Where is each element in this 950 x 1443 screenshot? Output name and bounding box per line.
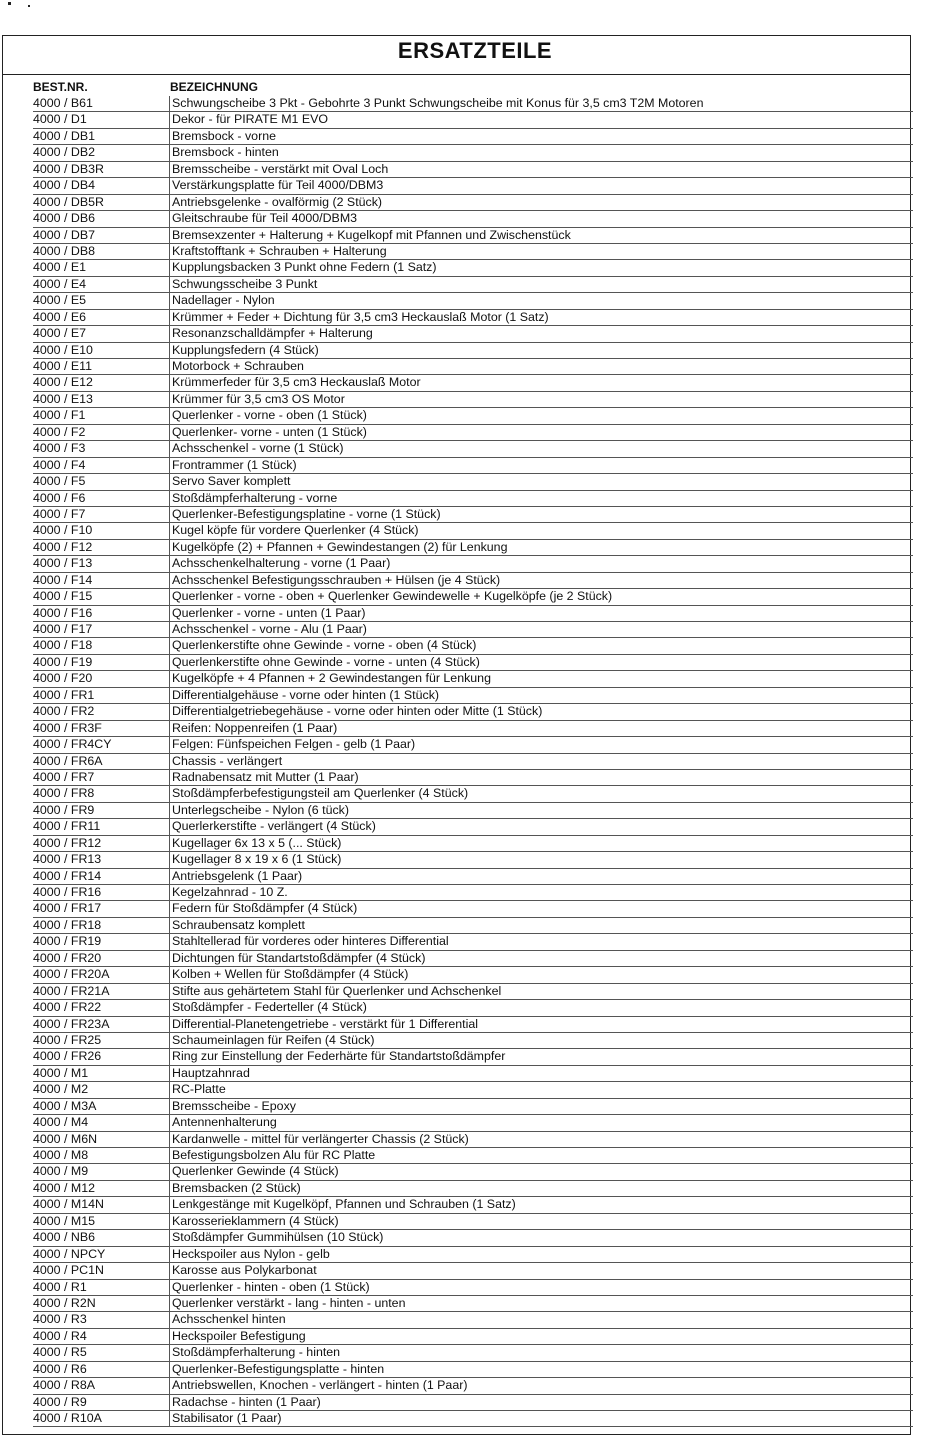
- part-description: Kupplungsfedern (4 Stück): [169, 343, 319, 359]
- table-row: [33, 1312, 913, 1328]
- part-number: 4000 / FR9: [33, 802, 95, 817]
- part-description: Querlenker-Befestigungsplatte - hinten: [169, 1362, 384, 1378]
- table-row: [33, 934, 913, 950]
- part-description: Antennenhalterung: [169, 1115, 277, 1131]
- part-description: Bremsbock - hinten: [169, 145, 279, 161]
- part-description: Frontrammer (1 Stück): [169, 458, 297, 474]
- part-number: 4000 / FR13: [33, 852, 102, 867]
- part-description: Kupplungsbacken 3 Punkt ohne Federn (1 Satz): [169, 260, 437, 276]
- part-number: 4000 / M6N: [33, 1131, 98, 1146]
- table-row: [33, 326, 913, 342]
- part-description: Kegelzahnrad - 10 Z.: [169, 885, 288, 901]
- part-description: Hauptzahnrad: [169, 1066, 250, 1082]
- table-row: [33, 343, 913, 359]
- part-description: Servo Saver komplett: [169, 474, 290, 490]
- table-row: [33, 1099, 913, 1115]
- part-description: Bremsscheibe - verstärkt mit Oval Loch: [169, 162, 388, 178]
- part-description: Kugel köpfe für vordere Querlenker (4 Stück): [169, 523, 419, 539]
- parts-table: [33, 96, 913, 1427]
- table-row: [33, 688, 913, 704]
- part-number: 4000 / NB6: [33, 1230, 95, 1245]
- part-number: 4000 / M15: [33, 1213, 95, 1228]
- part-number: 4000 / FR16: [33, 885, 102, 899]
- part-description: Gleitschraube für Teil 4000/DBM3: [169, 211, 357, 227]
- column-header-bezeichnung: BEZEICHNUNG: [170, 80, 259, 94]
- part-description: Chassis - verlängert: [169, 754, 282, 770]
- table-row: [33, 737, 913, 753]
- part-number: 4000 / F15: [33, 589, 93, 604]
- table-row: [33, 277, 913, 293]
- table-row: [33, 1230, 913, 1246]
- part-number: 4000 / FR19: [33, 934, 102, 949]
- part-number: 4000 / M2: [33, 1082, 89, 1097]
- part-number: 4000 / F6: [33, 490, 86, 505]
- part-description: Antriebsgelenk (1 Paar): [169, 869, 302, 885]
- part-number: 4000 / E4: [33, 276, 87, 291]
- part-number: 4000 / M4: [33, 1115, 89, 1130]
- part-number: 4000 / E11: [33, 359, 93, 373]
- part-number: 4000 / F19: [33, 654, 93, 669]
- part-number: 4000 / FR22: [33, 1000, 102, 1015]
- part-description: Achsschenkelhalterung - vorne (1 Paar): [169, 556, 390, 572]
- part-description: Karosserieklammern (4 Stück): [169, 1214, 339, 1230]
- part-description: Kugelköpfe (2) + Pfannen + Gewindestangen (2) für Lenkung: [169, 540, 507, 556]
- part-description: Kugellager 8 x 19 x 6 (1 Stück): [169, 852, 341, 868]
- part-number: 4000 / E6: [33, 309, 87, 324]
- table-row: [33, 1066, 913, 1082]
- table-row: [33, 967, 913, 983]
- part-number: 4000 / FR8: [33, 786, 95, 801]
- part-number: 4000 / F5: [33, 474, 86, 489]
- table-row: [33, 721, 913, 737]
- table-row: [33, 228, 913, 244]
- part-number: 4000 / R5: [33, 1345, 87, 1360]
- table-row: [33, 556, 913, 572]
- part-number: 4000 / FR2: [33, 704, 95, 719]
- part-description: Verstärkungsplatte für Teil 4000/DBM3: [169, 178, 383, 194]
- table-row: [33, 1132, 913, 1148]
- part-description: Querlenker - hinten - oben (1 Stück): [169, 1280, 370, 1296]
- table-row: [33, 507, 913, 523]
- table-row: [33, 112, 913, 128]
- part-description: Motorbock + Schrauben: [169, 359, 304, 375]
- part-description: Heckspoiler Befestigung: [169, 1329, 306, 1345]
- part-number: 4000 / FR20A: [33, 967, 110, 982]
- table-row: [33, 1115, 913, 1131]
- part-description: Bremsexzenter + Halterung + Kugelkopf mit Pfannen und Zwischenstück: [169, 228, 571, 244]
- part-number: 4000 / F1: [33, 408, 86, 423]
- part-number: 4000 / DB1: [33, 128, 95, 143]
- part-number: 4000 / FR23A: [33, 1016, 110, 1031]
- table-row: [33, 392, 913, 408]
- part-number: 4000 / F17: [33, 622, 93, 636]
- table-row: [33, 474, 913, 490]
- part-number: 4000 / FR7: [33, 769, 95, 784]
- part-description: Schraubensatz komplett: [169, 918, 305, 934]
- part-number: 4000 / M12: [33, 1180, 95, 1195]
- part-number: 4000 / DB8: [33, 243, 95, 258]
- part-description: Achsschenkel hinten: [169, 1312, 286, 1328]
- table-row: [33, 984, 913, 1000]
- part-description: Felgen: Fünfspeichen Felgen - gelb (1 Paar): [169, 737, 415, 753]
- table-row: [33, 819, 913, 835]
- part-description: Querlenker Gewinde (4 Stück): [169, 1164, 339, 1180]
- part-number: 4000 / E12: [33, 375, 93, 390]
- part-description: Lenkgestänge mit Kugelköpf, Pfannen und Schrauben (1 Satz): [169, 1197, 516, 1213]
- table-row: [33, 1411, 913, 1427]
- part-number: 4000 / M14N: [33, 1197, 104, 1212]
- part-number: 4000 / FR20: [33, 950, 102, 965]
- table-row: [33, 1049, 913, 1065]
- part-description: Resonanzschalldämpfer + Halterung: [169, 326, 373, 342]
- part-number: 4000 / FR26: [33, 1049, 102, 1064]
- part-description: Unterlegscheibe - Nylon (6 tück): [169, 803, 349, 819]
- part-description: Dekor - für PIRATE M1 EVO: [169, 112, 328, 128]
- table-row: [33, 1378, 913, 1394]
- part-number: 4000 / PC1N: [33, 1263, 104, 1278]
- part-number: 4000 / DB7: [33, 227, 95, 242]
- part-description: Querlenker - vorne - oben + Querlenker Gewindewelle + Kugelköpfe (je 2 Stück): [169, 589, 612, 605]
- part-description: Achsschenkel - vorne (1 Stück): [169, 441, 343, 457]
- table-row: [33, 869, 913, 885]
- table-row: [33, 573, 913, 589]
- table-row: [33, 375, 913, 391]
- part-description: Bremsscheibe - Epoxy: [169, 1099, 296, 1115]
- part-description: Krümmer für 3,5 cm3 OS Motor: [169, 392, 345, 408]
- table-row: [33, 786, 913, 802]
- scan-speck: [8, 2, 11, 5]
- part-description: Achsschenkel - vorne - Alu (1 Paar): [169, 622, 367, 638]
- table-row: [33, 1362, 913, 1378]
- part-number: 4000 / FR1: [33, 687, 95, 702]
- part-description: Stahltellerad für vorderes oder hinteres Differential: [169, 934, 449, 950]
- part-description: Querlenker - vorne - unten (1 Paar): [169, 606, 366, 622]
- table-row: [33, 606, 913, 622]
- part-description: Reifen: Noppenreifen (1 Paar): [169, 721, 337, 737]
- table-row: [33, 704, 913, 720]
- part-description: Kardanwelle - mittel für verlängerter Chassis (2 Stück): [169, 1132, 469, 1148]
- table-row: [33, 1197, 913, 1213]
- table-row: [33, 1329, 913, 1345]
- table-row: [33, 211, 913, 227]
- part-description: Querlenker- vorne - unten (1 Stück): [169, 425, 367, 441]
- part-number: 4000 / F3: [33, 441, 86, 456]
- part-number: 4000 / D1: [33, 112, 87, 127]
- table-row: [33, 1000, 913, 1016]
- part-number: 4000 / FR6A: [33, 753, 103, 768]
- part-description: Antriebswellen, Knochen - verlängert - hinten (1 Paar): [169, 1378, 467, 1394]
- part-description: Radachse - hinten (1 Paar): [169, 1395, 321, 1411]
- part-number: 4000 / DB2: [33, 145, 95, 160]
- table-row: [33, 671, 913, 687]
- part-description: Differentialgehäuse - vorne oder hinten (1 Stück): [169, 688, 439, 704]
- table-row: [33, 852, 913, 868]
- part-number: 4000 / R4: [33, 1328, 87, 1343]
- part-description: Stifte aus gehärtetem Stahl für Querlenker und Achschenkel: [169, 984, 501, 1000]
- part-number: 4000 / F18: [33, 638, 93, 653]
- table-row: [33, 1395, 913, 1411]
- part-description: Stoßdämpferhalterung - hinten: [169, 1345, 340, 1361]
- title-divider: [2, 74, 911, 75]
- part-number: 4000 / E10: [33, 342, 93, 357]
- part-number: 4000 / F10: [33, 523, 93, 538]
- table-row: [33, 310, 913, 326]
- table-row: [33, 425, 913, 441]
- table-row: [33, 129, 913, 145]
- table-row: [33, 622, 913, 638]
- table-row: [33, 1263, 913, 1279]
- table-row: [33, 1296, 913, 1312]
- part-number: 4000 / DB4: [33, 178, 95, 193]
- part-number: 4000 / E7: [33, 326, 87, 341]
- table-row: [33, 885, 913, 901]
- table-row: [33, 260, 913, 276]
- part-number: 4000 / FR18: [33, 917, 102, 932]
- table-row: [33, 1247, 913, 1263]
- part-description: Stoßdämpferhalterung - vorne: [169, 491, 337, 507]
- part-number: 4000 / FR14: [33, 868, 102, 883]
- part-number: 4000 / R8A: [33, 1378, 95, 1393]
- table-row: [33, 523, 913, 539]
- part-number: 4000 / R2N: [33, 1295, 96, 1310]
- part-number: 4000 / F20: [33, 671, 93, 686]
- table-row: [33, 1148, 913, 1164]
- table-row: [33, 1280, 913, 1296]
- table-row: [33, 1082, 913, 1098]
- part-number: 4000 / R1: [33, 1279, 87, 1294]
- table-row: [33, 145, 913, 161]
- part-description: Bremsbacken (2 Stück): [169, 1181, 301, 1197]
- part-description: Kolben + Wellen für Stoßdämpfer (4 Stück): [169, 967, 408, 983]
- part-description: Dichtungen für Standartstoßdämpfer (4 Stück): [169, 951, 425, 967]
- part-description: Bremsbock - vorne: [169, 129, 276, 145]
- part-description: Heckspoiler aus Nylon - gelb: [169, 1247, 330, 1263]
- table-row: [33, 1033, 913, 1049]
- table-row: [33, 770, 913, 786]
- scan-speck: [28, 5, 30, 7]
- part-number: 4000 / FR25: [33, 1032, 102, 1047]
- part-number: 4000 / F4: [33, 457, 86, 472]
- part-number: 4000 / M3A: [33, 1098, 97, 1113]
- table-row: [33, 918, 913, 934]
- part-description: Schwungscheibe 3 Pkt - Gebohrte 3 Punkt Schwungscheibe mit Konus für 3,5 cm3 T2M Motoren: [169, 96, 703, 112]
- part-description: Querlerkerstifte - verlängert (4 Stück): [169, 819, 376, 835]
- part-number: 4000 / M1: [33, 1065, 89, 1080]
- part-description: Radnabensatz mit Mutter (1 Paar): [169, 770, 359, 786]
- part-number: 4000 / FR4CY: [33, 737, 112, 752]
- part-number: 4000 / E5: [33, 293, 87, 308]
- table-row: [33, 589, 913, 605]
- table-row: [33, 836, 913, 852]
- part-number: 4000 / R3: [33, 1312, 87, 1327]
- table-row: [33, 491, 913, 507]
- part-number: 4000 / E1: [33, 260, 87, 275]
- part-description: Nadellager - Nylon: [169, 293, 275, 309]
- part-description: Ring zur Einstellung der Federhärte für Standartstoßdämpfer: [169, 1049, 505, 1065]
- part-description: Krümmerfeder für 3,5 cm3 Heckauslaß Motor: [169, 375, 421, 391]
- table-row: [33, 638, 913, 654]
- part-description: Kraftstofftank + Schrauben + Halterung: [169, 244, 387, 260]
- part-description: Differentialgetriebegehäuse - vorne oder hinten oder Mitte (1 Stück): [169, 704, 542, 720]
- part-number: 4000 / FR17: [33, 901, 102, 916]
- part-number: 4000 / F12: [33, 539, 93, 554]
- part-number: 4000 / E13: [33, 391, 93, 406]
- part-number: 4000 / F7: [33, 506, 86, 521]
- part-description: RC-Platte: [169, 1082, 226, 1098]
- part-number: 4000 / B61: [33, 96, 93, 110]
- part-description: Federn für Stoßdämpfer (4 Stück): [169, 901, 357, 917]
- part-description: Querlenker verstärkt - lang - hinten - unten: [169, 1296, 405, 1312]
- part-number: 4000 / R10A: [33, 1411, 102, 1425]
- table-row: [33, 441, 913, 457]
- table-row: [33, 96, 913, 112]
- table-row: [33, 951, 913, 967]
- part-description: Querlenker - vorne - oben (1 Stück): [169, 408, 367, 424]
- part-number: 4000 / F16: [33, 605, 93, 620]
- part-number: 4000 / DB6: [33, 211, 95, 226]
- part-number: 4000 / FR3F: [33, 720, 102, 735]
- part-number: 4000 / DB3R: [33, 161, 104, 176]
- part-number: 4000 / F13: [33, 556, 93, 571]
- part-number: 4000 / M8: [33, 1148, 89, 1162]
- table-row: [33, 540, 913, 556]
- column-header-best-nr: BEST.NR.: [33, 80, 88, 94]
- table-row: [33, 244, 913, 260]
- part-description: Querlenkerstifte ohne Gewinde - vorne - unten (4 Stück): [169, 655, 480, 671]
- part-number: 4000 / DB5R: [33, 194, 104, 209]
- part-number: 4000 / FR11: [33, 819, 101, 834]
- table-row: [33, 1164, 913, 1180]
- part-description: Stoßdämpfer - Federteller (4 Stück): [169, 1000, 367, 1016]
- part-description: Antriebsgelenke - ovalförmig (2 Stück): [169, 195, 382, 211]
- part-description: Stoßdämpferbefestigungsteil am Querlenker (4 Stück): [169, 786, 468, 802]
- part-number: 4000 / M9: [33, 1164, 89, 1179]
- part-number: 4000 / FR21A: [33, 983, 110, 998]
- part-description: Karosse aus Polykarbonat: [169, 1263, 317, 1279]
- part-description: Achsschenkel Befestigungsschrauben + Hülsen (je 4 Stück): [169, 573, 500, 589]
- table-row: [33, 1345, 913, 1361]
- table-row: [33, 458, 913, 474]
- part-number: 4000 / FR12: [33, 835, 102, 850]
- table-row: [33, 408, 913, 424]
- part-description: Stoßdämpfer Gummihülsen (10 Stück): [169, 1230, 383, 1246]
- table-row: [33, 803, 913, 819]
- table-row: [33, 901, 913, 917]
- table-row: [33, 359, 913, 375]
- part-number: 4000 / NPCY: [33, 1246, 106, 1261]
- part-description: Kugellager 6x 13 x 5 (... Stück): [169, 836, 341, 852]
- table-row: [33, 178, 913, 194]
- table-row: [33, 655, 913, 671]
- table-row: [33, 162, 913, 178]
- part-number: 4000 / F2: [33, 424, 86, 439]
- table-row: [33, 1181, 913, 1197]
- part-description: Querlenker-Befestigungsplatine - vorne (1 Stück): [169, 507, 441, 523]
- table-row: [33, 1214, 913, 1230]
- table-row: [33, 1017, 913, 1033]
- table-row: [33, 754, 913, 770]
- table-row: [33, 293, 913, 309]
- part-number: 4000 / F14: [33, 572, 93, 587]
- part-description: Krümmer + Feder + Dichtung für 3,5 cm3 Heckauslaß Motor (1 Satz): [169, 310, 549, 326]
- part-description: Differential-Planetengetriebe - verstärkt für 1 Differential: [169, 1017, 478, 1033]
- part-description: Kugelköpfe + 4 Pfannen + 2 Gewindestangen für Lenkung: [169, 671, 491, 687]
- part-description: Schwungsscheibe 3 Punkt: [169, 277, 317, 293]
- part-description: Befestigungsbolzen Alu für RC Platte: [169, 1148, 375, 1164]
- part-description: Querlenkerstifte ohne Gewinde - vorne - oben (4 Stück): [169, 638, 476, 654]
- part-number: 4000 / R6: [33, 1361, 87, 1376]
- part-description: Schaumeinlagen für Reifen (4 Stück): [169, 1033, 375, 1049]
- part-description: Stabilisator (1 Paar): [169, 1411, 282, 1427]
- page-title: ERSATZTEILE: [397, 38, 553, 63]
- part-number: 4000 / R9: [33, 1394, 87, 1409]
- table-row: [33, 195, 913, 211]
